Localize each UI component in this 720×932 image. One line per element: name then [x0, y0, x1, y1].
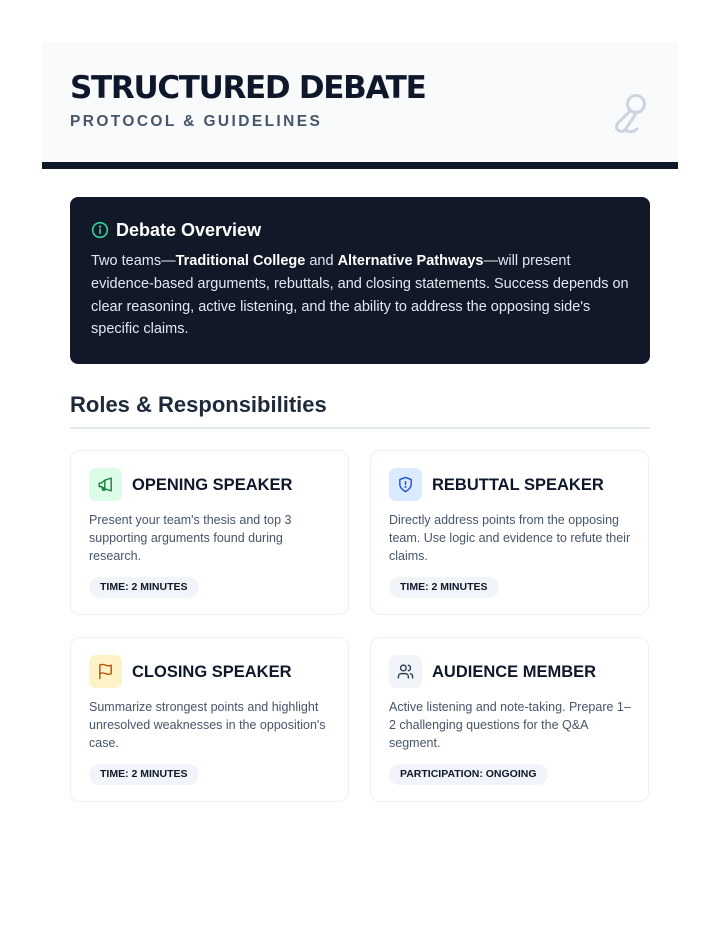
info-icon — [91, 221, 109, 239]
overview-text — [91, 250, 631, 341]
time-badge: TIME: 2 MINUTES — [389, 577, 499, 598]
megaphone-icon — [97, 476, 114, 493]
overview-panel — [70, 197, 650, 364]
role-card-audience-member — [370, 637, 649, 802]
role-icon-box — [389, 655, 422, 688]
overview-text-part: and — [305, 253, 338, 269]
flag-icon — [97, 663, 114, 680]
page-subtitle: PROTOCOL & GUIDELINES — [70, 113, 323, 130]
time-badge: TIME: 2 MINUTES — [89, 764, 199, 785]
role-description: Active listening and note-taking. Prepare 1–2 challenging questions for the Q&A segment. — [389, 700, 631, 750]
section-title: Roles & Responsibilities — [70, 392, 327, 417]
participation-badge: PARTICIPATION: ONGOING — [389, 764, 548, 785]
role-icon-box — [389, 468, 422, 501]
role-card-opening-speaker — [70, 450, 349, 615]
time-badge: TIME: 2 MINUTES — [89, 577, 199, 598]
role-description: Directly address points from the opposing team. Use logic and evidence to refute their claims. — [389, 513, 631, 563]
role-card-closing-speaker — [70, 637, 349, 802]
section-divider — [70, 427, 650, 429]
role-icon-box — [89, 468, 122, 501]
role-icon-box — [89, 655, 122, 688]
role-description: Present your team's thesis and top 3 supporting arguments found during research. — [89, 513, 292, 563]
role-description: Summarize strongest points and highlight unresolved weaknesses in the opposition's case. — [89, 700, 326, 750]
team-name-alternative: Alternative Pathways — [337, 253, 484, 269]
role-card-rebuttal-speaker — [370, 450, 649, 615]
overview-text-part: —will present evidence-based arguments, rebuttals, and closing statements. Success depends on clear reasoning, active listening, and the ability to address the opposing side's specific claims. — [91, 253, 629, 338]
role-title: OPENING SPEAKER — [132, 476, 293, 494]
page-header — [42, 42, 678, 169]
role-title: AUDIENCE MEMBER — [432, 663, 597, 681]
page-title: STRUCTURED DEBATE — [70, 70, 426, 106]
shield-icon — [397, 476, 414, 493]
role-title: CLOSING SPEAKER — [132, 663, 292, 681]
overview-text-part: Two teams— — [91, 253, 176, 269]
users-icon — [397, 663, 414, 680]
microphone-icon — [610, 92, 650, 136]
team-name-traditional: Traditional College — [175, 253, 306, 269]
role-title: REBUTTAL SPEAKER — [432, 476, 604, 494]
overview-title: Debate Overview — [116, 220, 262, 240]
